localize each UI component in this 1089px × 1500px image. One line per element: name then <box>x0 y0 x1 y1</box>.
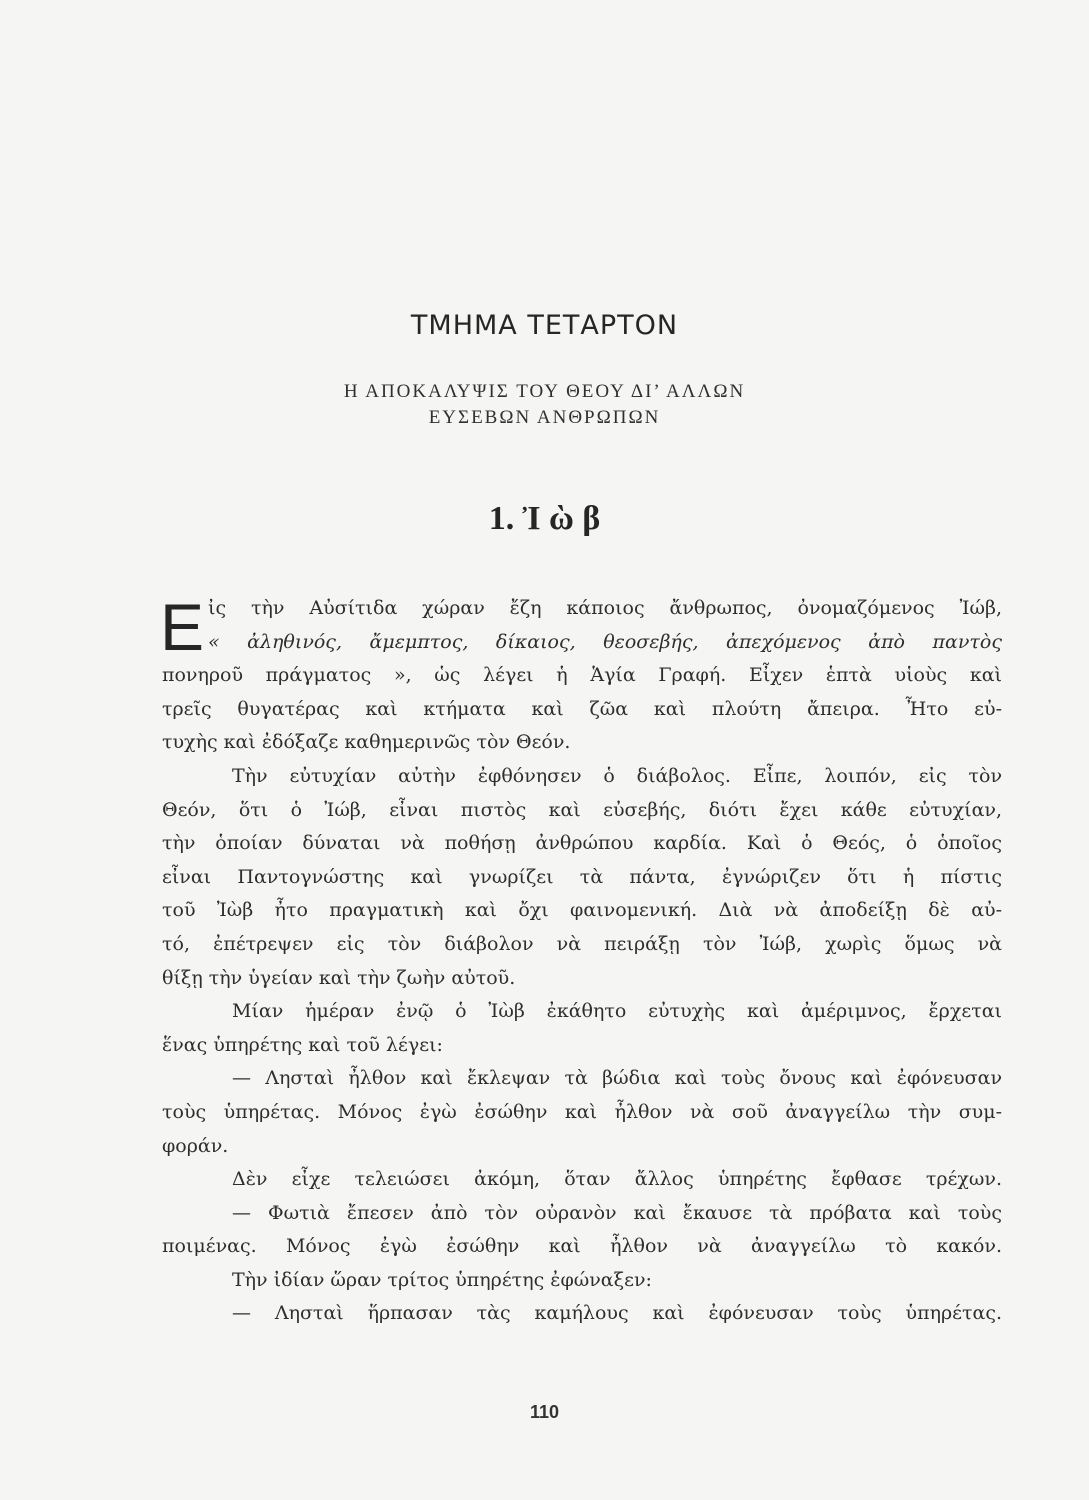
text-line: ἰς τὴν Αὐσίτιδα χώραν ἔζη κάποιος ἄνθρωπος, ὀνομαζόμενος Ἰώβ, <box>208 597 1002 619</box>
section-title: ΤΜΗΜΑ ΤΕΤΑΡΤΟΝ <box>410 310 679 341</box>
text-line: — Λησταὶ ἥρπασαν τὰς καμήλους καὶ ἐφόνευσαν τοὺς ὑπηρέτας. <box>232 1302 1002 1325</box>
text-line: ποιμένας. Μόνος ἐγὼ ἐσώθην καὶ ἦλθον νὰ ἀναγγείλω τὸ κακόν. <box>162 1235 1002 1258</box>
text-line: Τὴν ἰδίαν ὥραν τρίτος ὑπηρέτης ἐφώναξεν: <box>232 1268 652 1291</box>
text-line: ἕνας ὑπηρέτης καὶ τοῦ λέγει: <box>162 1033 443 1056</box>
text-line: — Λησταὶ ἦλθον καὶ ἔκλεψαν τὰ βώδια καὶ τοὺς ὄνους καὶ ἐφόνευσαν <box>232 1067 1002 1090</box>
text-line: πονηροῦ πράγματος », ὡς λέγει ἡ Ἁγία Γραφή. Εἶχεν ἑπτὰ υἱοὺς καὶ <box>162 664 1002 687</box>
text-line: τοὺς ὑπηρέτας. Μόνος ἐγὼ ἐσώθην καὶ ἦλθον νὰ σοῦ ἀναγγείλω τὴν συμ- <box>162 1100 1002 1123</box>
page-number: 110 <box>529 1402 560 1422</box>
text-line: Μίαν ἡμέραν ἐνῷ ὁ Ἰὼβ ἐκάθητο εὐτυχὴς καὶ ἀμέριμνος, ἔρχεται <box>232 1000 1002 1023</box>
subtitle-line-1: Η ΑΠΟΚΑΛΥΨΙΣ ΤΟΥ ΘΕΟΥ ΔΙ’ ΑΛΛΩΝ <box>343 381 746 402</box>
text-line: τοῦ Ἰὼβ ἦτο πραγματικὴ καὶ ὄχι φαινομενική. Διὰ νὰ ἀποδείξῃ δὲ αὐ- <box>162 899 1002 922</box>
text-line: τό, ἐπέτρεψεν εἰς τὸν διάβολον νὰ πειράξῃ τὸν Ἰώβ, χωρὶς ὅμως νὰ <box>162 932 1002 955</box>
text-line: τρεῖς θυγατέρας καὶ κτήματα καὶ ζῶα καὶ πλούτη ἄπειρα. Ἦτο εὐ- <box>162 697 1002 720</box>
text-line: Τὴν εὐτυχίαν αὐτὴν ἐφθόνησεν ὁ διάβολος. Εἶπε, λοιπόν, εἰς τὸν <box>232 764 1002 787</box>
subtitle-line-2: ΕΥΣΕΒΩΝ ΑΝΘΡΩΠΩΝ <box>428 407 661 428</box>
drop-cap: Ε <box>160 590 205 664</box>
text-line: θίξῃ τὴν ὑγείαν καὶ τὴν ζωὴν αὐτοῦ. <box>162 966 516 989</box>
text-line: τὴν ὁποίαν δύναται νὰ ποθήσῃ ἀνθρώπου καρδία. Καὶ ὁ Θεός, ὁ ὁποῖος <box>162 832 1002 855</box>
text-line: φοράν. <box>162 1134 229 1157</box>
text-line: — Φωτιὰ ἔπεσεν ἀπὸ τὸν οὐρανὸν καὶ ἔκαυσε τὰ πρόβατα καὶ τοὺς <box>232 1201 1002 1224</box>
chapter-title: 1. Ἰ ὼ β <box>488 500 601 537</box>
text-line: Δὲν εἶχε τελειώσει ἀκόμη, ὅταν ἄλλος ὑπηρέτης ἔφθασε τρέχων. <box>232 1168 1002 1191</box>
body-text <box>162 592 1002 1331</box>
text-line: Θεόν, ὅτι ὁ Ἰώβ, εἶναι πιστὸς καὶ εὐσεβής, διότι ἔχει κάθε εὐτυχίαν, <box>162 798 1002 821</box>
text-line: τυχὴς καὶ ἐδόξαζε καθημερινῶς τὸν Θεόν. <box>162 731 571 754</box>
text-line: εἶναι Παντογνώστης καὶ γνωρίζει τὰ πάντα, ἐγνώριζεν ὅτι ἡ πίστις <box>162 865 1002 888</box>
text-line: « ἀληθινός, ἄμεμπτος, δίκαιος, θεοσεβής, ἀπεχόμενος ἀπὸ παντὸς <box>208 630 1002 653</box>
